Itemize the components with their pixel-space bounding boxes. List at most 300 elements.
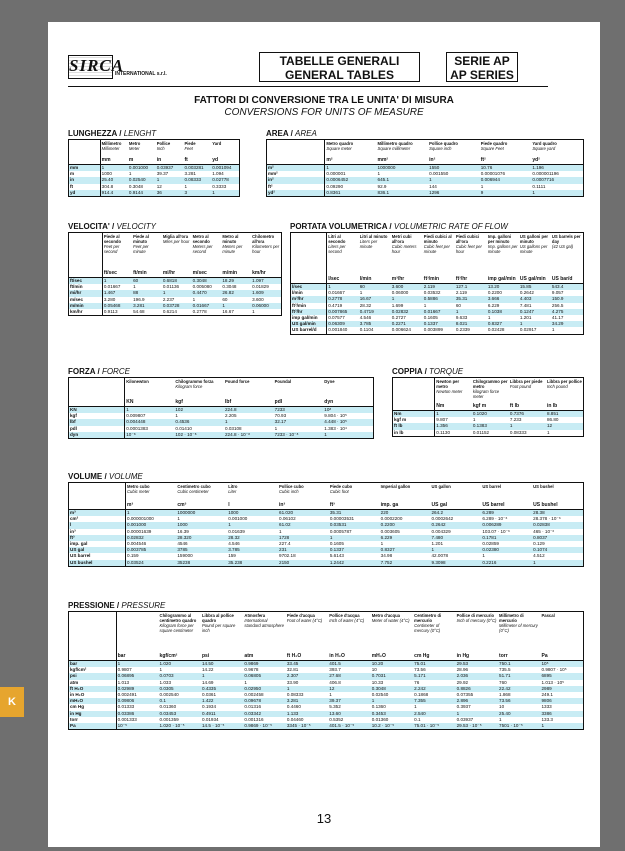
unit-symbol: ft/sec (102, 269, 132, 278)
table-cell: 1 (532, 560, 583, 566)
section-volume (68, 472, 584, 567)
column-header (116, 612, 158, 652)
column-header: Millimetro Millimeter (101, 141, 122, 151)
table-cell: 0.01333 (117, 704, 135, 710)
section-title-en: VOLUMETRIC RATE OF FLOW (393, 222, 508, 231)
table-cell: 3345 · 10⁻⁵ (286, 723, 328, 729)
conversion-table (392, 377, 584, 437)
table-cell: 3.281 (286, 698, 328, 704)
table-cell: 14.69 (201, 679, 214, 685)
header-row (69, 378, 373, 398)
section-title (68, 367, 374, 377)
table-cell: 1 (456, 711, 498, 717)
table-cell: 0.9807 · 10⁵ (541, 667, 567, 673)
table-cell: 0.02540 (371, 692, 389, 698)
row-unit-label: in H₂O (69, 692, 116, 698)
table-cell: 1 (482, 553, 485, 559)
unit-symbol: in (156, 156, 184, 165)
table-cell: 227.4 (279, 541, 291, 547)
conversion-table (266, 139, 584, 197)
column-header: Piedi cubici all'ora Cubic feet per hour (455, 234, 482, 254)
table-cell: 76 (414, 679, 420, 685)
table-cell: 0.0002642 (431, 516, 454, 522)
row-unit-label: psi (69, 673, 116, 679)
unit-symbol: m/sec (192, 269, 222, 278)
unit-symbol: in³ (278, 501, 329, 510)
table-cell: 1.013 (117, 679, 130, 685)
section-title-en: LENGHT (123, 129, 157, 138)
table-cell: 10.76 (480, 165, 532, 172)
table-cell: 1.609 (251, 290, 281, 296)
table-cell: 0.1605 (329, 541, 344, 547)
table-cell: 1.196 (531, 165, 583, 172)
table-cell: 1 (177, 516, 180, 522)
table-cell: 0.0006452 (325, 177, 377, 183)
table-cell: 0.002491 (117, 692, 137, 698)
column-header: US galloni per minuto US gallons per minute (519, 234, 549, 254)
row-unit-label: ft H₂O (69, 686, 116, 692)
table-cell: 0.3048 (192, 278, 222, 285)
column-header: US gallon (431, 484, 451, 489)
table-cell: 7233 (274, 407, 324, 414)
column-header: Metro d'acqua Meter of water (4°C) (371, 613, 410, 623)
table-cell: 1728 (278, 535, 329, 541)
table-cell: 32.81 (286, 667, 299, 673)
table-cell: 0.4719 (359, 309, 391, 315)
unit-symbol: KN (125, 398, 175, 407)
column-header (69, 140, 100, 156)
table-cell: 9.3098 (431, 560, 482, 566)
table-cell: 0.001000 (128, 165, 156, 172)
section-title (68, 472, 584, 482)
section-title (68, 222, 282, 232)
table-cell: 0.1038 (487, 309, 519, 315)
section-title (68, 129, 240, 139)
table-cell: 28.38 (532, 510, 583, 517)
table-cell: 9702.18 (279, 553, 296, 559)
table-cell: 0.01316 (244, 704, 262, 710)
row-unit-label: ft³ (69, 535, 126, 541)
table-cell: 1 (551, 327, 555, 333)
table-cell: 36 (156, 190, 184, 196)
table-cell: 1 (546, 429, 550, 435)
data-row (69, 165, 239, 172)
table-cell: 0.01639 (228, 528, 245, 534)
table-cell: 28.32 (227, 535, 278, 541)
column-header: US bushel (533, 484, 554, 489)
table-cell: 9.057 (551, 290, 564, 296)
table-cell: 0.03386 (116, 711, 158, 717)
table-cell: 0.0305 (159, 686, 201, 692)
table-cell: 0.004448 (125, 419, 175, 425)
section-title-it: VELOCITA' (68, 222, 110, 231)
table-cell: 22.42 (498, 686, 540, 692)
table-cell: 0.2216 (481, 560, 532, 566)
table-cell: 0.159 (127, 553, 139, 559)
column-header: US barrel (482, 484, 501, 489)
table-cell: 0.07577 (328, 315, 345, 321)
section-title-separator: / (117, 129, 124, 138)
row-unit-label: US bushel (69, 560, 126, 566)
table-cell: 7.355 (413, 698, 455, 704)
table-cell: 8.851 (546, 411, 583, 418)
table-cell: 54.68 (133, 309, 145, 315)
table-cell: 0.1337 (329, 547, 380, 553)
table-cell: 0.004329 (431, 528, 451, 534)
table-cell: 0.3333 (212, 183, 227, 189)
table-cell: 0.1781 (481, 535, 532, 541)
data-row (69, 190, 239, 196)
unit-symbol: yd² (531, 156, 583, 165)
section-title-en: PRESSURE (121, 601, 166, 610)
column-header: Imp. galloni per minuto Imp. gallons per minute (487, 234, 518, 254)
unit-row (69, 652, 583, 661)
table-cell: 249.1 (541, 692, 553, 698)
row-unit-label: m/sec (69, 297, 102, 303)
table-cell: 35238 (176, 560, 227, 566)
row-unit-label: US gal (69, 547, 126, 553)
row-unit-label: imp. gal (69, 541, 126, 547)
column-header: Litro Liter (228, 484, 238, 494)
table-cell: 60 (132, 278, 162, 285)
table-cell: 10⁵ (540, 661, 583, 668)
table-cell: 401.5 (328, 661, 370, 668)
unit-symbol: ft/min (132, 269, 162, 278)
table-cell: 0.01667 (192, 303, 222, 309)
unit-symbol: atm (243, 652, 285, 661)
table-cell: 231 (278, 547, 329, 553)
table-cell: 1 (128, 171, 132, 177)
unit-symbol (69, 398, 125, 407)
table-cell: 543.4 (551, 284, 583, 291)
table-cell: 9.804 · 10⁵ (324, 413, 347, 419)
row-unit-label: in lb (393, 430, 435, 436)
table-cell: 1 (435, 411, 472, 418)
table-cell: 12 (546, 423, 583, 429)
unit-symbol: ft lb (509, 402, 546, 411)
column-header (69, 483, 126, 501)
table-cell: 0.9113 (103, 309, 118, 315)
unit-symbol: mi/hr (162, 269, 192, 278)
table-cell: 4.546 (359, 315, 372, 321)
table-cell: 0.04460 (286, 716, 304, 722)
table-cell: 3.600 (391, 284, 423, 291)
row-unit-label: ft/sec (69, 278, 102, 285)
unit-symbol (69, 501, 126, 510)
table-cell: 1.013 · 10⁵ (541, 679, 565, 685)
unit-symbol: m³/hr (391, 275, 423, 284)
unit-symbol: l (227, 501, 278, 510)
table-cell: 0.06309 (327, 321, 359, 327)
table-cell: 220 (380, 510, 431, 517)
table-cell: 0.2642 (519, 290, 534, 296)
table-cell: 0.005080 (192, 284, 212, 290)
table-cell: 0.4335 (201, 686, 243, 692)
row-unit-label: ft³/hr (291, 309, 327, 315)
row-unit-label: ft lb (393, 423, 435, 429)
section-title-it: FORZA (68, 367, 96, 376)
row-unit-label: torr (69, 717, 116, 723)
table-cell: 0.003785 (126, 547, 177, 553)
table-cell: 10 (371, 667, 377, 673)
table-cell: 1 (244, 679, 247, 685)
table-cell: 70.93 (274, 413, 287, 419)
table-cell: 0.5886 (423, 296, 455, 302)
table-cell: 39.37 (328, 698, 370, 704)
data-row (69, 510, 583, 517)
unit-symbol: imp gal/min (487, 275, 519, 284)
table-cell: 1 (359, 290, 363, 296)
table-cell: 1 (391, 296, 423, 302)
table-cell: 1 (211, 190, 239, 196)
table-cell: 1000 (176, 522, 227, 528)
table-cell: 0.7376 (509, 411, 546, 418)
table-cell: 0.2778 (192, 309, 207, 315)
table-cell: 1.201 (431, 541, 443, 547)
column-header: Millimetro quadro Square millimeter (377, 141, 413, 151)
table-cell: 1 (100, 165, 128, 172)
table-cell: 1 (201, 673, 243, 679)
unit-symbol: kgf/cm² (159, 652, 201, 661)
main-title: FATTORI DI CONVERSIONE TRA LE UNITA' DI MISURA (194, 95, 454, 106)
unit-symbol (69, 269, 102, 278)
row-unit-label: kgf m (393, 417, 435, 423)
table-cell: 0.002540 (159, 692, 179, 698)
data-row (291, 284, 583, 291)
table-cell: 0.00003531 (329, 516, 355, 522)
row-unit-label: Pa (69, 723, 116, 729)
table-cell: 0.09678 (243, 698, 285, 704)
section-title-separator: / (288, 129, 296, 138)
row-unit-label: cm³ (69, 516, 126, 522)
table-cell: 0.9807 (117, 667, 132, 673)
table-cell: 0.2778 (327, 296, 359, 302)
unit-symbol: in H₂O (328, 652, 370, 661)
unit-symbol: US gal/min (519, 275, 551, 284)
series-it: SERIE AP (454, 54, 510, 68)
column-header (69, 378, 125, 398)
section-title-it: VOLUME (68, 472, 103, 481)
table-cell: 7233 · 10⁻⁸ (274, 432, 324, 438)
table-cell: 102 · 10⁻⁸ (174, 432, 224, 438)
table-cell: 1 (380, 541, 384, 547)
table-cell: 75.01 · 10⁻⁵ (413, 723, 455, 729)
table-cell: 1 (480, 183, 484, 189)
table-cell: 0.4719 (328, 302, 343, 308)
table-cell: 0.001000 (126, 522, 177, 528)
table-cell: 0.7031 (371, 673, 413, 679)
table-cell: 2.540 (413, 711, 455, 717)
table-cell: 1333 (541, 704, 552, 710)
section-area (266, 129, 584, 197)
column-header: Metro al secondo Meters per second (192, 234, 213, 254)
page-number: 13 (316, 811, 332, 826)
table-cell: 0.03728 (162, 303, 192, 309)
table-cell: 1 (116, 661, 158, 668)
table-cell: 1 (455, 309, 487, 315)
table-cell: 2.205 (225, 413, 237, 419)
table-cell: 2.896 (456, 698, 498, 704)
table-cell: 0.001359 (159, 716, 179, 722)
table-cell: 0.000001000 (127, 516, 154, 522)
table-cell: 1550 (428, 165, 480, 172)
table-cell: 0.02989 (116, 686, 158, 692)
table-cell: 256.5 (551, 302, 564, 308)
table-cell: 0.1104 (359, 327, 374, 333)
table-cell: 0.0361 (201, 692, 217, 698)
table-cell: 7.480 (431, 535, 482, 541)
row-unit-label: m² (267, 165, 325, 172)
table-cell: 0.007865 (327, 309, 359, 315)
column-header: Litri al secondo Liters per second (328, 234, 346, 254)
column-header: Metro al minuto Meters per minute (222, 234, 243, 254)
table-cell: 0.02832 (126, 535, 177, 541)
table-cell: 0.01360 (371, 716, 389, 722)
conversion-table (68, 377, 374, 439)
table-cell: 465 · 10⁻⁶ (533, 528, 555, 534)
section-title-en: TORQUE (429, 367, 464, 376)
unit-symbol: m (128, 156, 156, 165)
table-cell: 0.1868 (414, 692, 429, 698)
table-cell: 0.9678 (244, 667, 259, 673)
table-cell: 0.03937 (456, 716, 474, 722)
table-cell: 0.6818 (162, 278, 192, 285)
table-cell: 0.02778 (211, 177, 239, 183)
column-header: Libbra per piede Foot pound (509, 379, 543, 389)
table-cell: 10⁻⁸ (125, 432, 175, 438)
table-cell: 0.05468 (102, 303, 132, 309)
table-cell: 0.06000 (251, 303, 281, 309)
data-row (69, 661, 583, 668)
table-cell: 1 (224, 419, 274, 425)
series-en: AP SERIES (450, 68, 514, 82)
table-cell: 1 (133, 284, 136, 290)
row-unit-label: kgf (69, 413, 125, 419)
table-cell: 159000 (177, 553, 193, 559)
table-cell: 2.307 (286, 673, 328, 679)
table-cell: 0.06102 (279, 516, 296, 522)
unit-row (393, 402, 583, 411)
table-cell: 1.356 (435, 423, 472, 429)
table-cell: 1 (428, 177, 480, 183)
table-cell: 27.68 (328, 673, 370, 679)
column-header: Piedi cubici al minuto Cubic feet per minute (423, 234, 452, 254)
table-cell: 0.1383 (472, 423, 509, 429)
table-cell: 0.4536 (174, 419, 224, 425)
title-box (259, 52, 420, 82)
section-title-en: VOLUME (108, 472, 143, 481)
table-cell: 1.020 · 10⁻⁵ (159, 723, 201, 729)
unit-row (69, 156, 239, 165)
table-cell: 0.000001196 (532, 171, 559, 177)
table-cell: 0.8327 (487, 321, 519, 327)
row-unit-label: ft (69, 184, 100, 190)
column-header: Metri cubi all'ora Cubic meters hour (391, 234, 417, 254)
table-cell: 6.229 (380, 535, 431, 541)
table-cell: 1 (159, 667, 163, 673)
table-cell: 2.036 (456, 673, 498, 679)
table-cell: 1 (279, 528, 282, 534)
table-cell: 0.2642 (431, 522, 482, 528)
column-header: Poundal (274, 379, 292, 384)
unit-symbol: m³ (126, 501, 177, 510)
row-unit-label: l/sec (291, 284, 327, 291)
row-unit-label: ft³/min (291, 303, 327, 309)
table-cell: 9.807 (436, 417, 448, 423)
row-unit-label: km/hr (69, 309, 102, 315)
table-cell: 0.03937 (156, 165, 184, 172)
row-unit-label: mi/hr (69, 290, 102, 296)
column-header: Chilogrammo per metro kilogram force meter (472, 379, 508, 399)
table-cell: 0.9869 · 10⁻⁵ (243, 723, 285, 729)
section-torque (392, 367, 584, 437)
table-cell: 5.352 (329, 704, 341, 710)
row-unit-label: imp gal/min (291, 315, 327, 321)
section-title-separator: / (387, 222, 394, 231)
table-cell: 29.92 (456, 679, 469, 685)
unit-row (69, 269, 281, 278)
column-header: Piede al secondo Feet per second (103, 234, 122, 254)
table-cell: 304.8 (101, 183, 114, 189)
table-cell: 1 (221, 303, 251, 309)
table-cell: 35.31 (455, 296, 487, 302)
section-title (392, 367, 584, 377)
table-cell: 0.003899 (423, 327, 443, 333)
table-cell: 0.02950 (243, 686, 285, 692)
row-unit-label: l/min (291, 290, 327, 296)
header-row (291, 233, 583, 275)
table-cell: 1 (487, 315, 491, 321)
table-cell: 0.0703 (159, 673, 201, 679)
table-cell: 1.097 (251, 278, 281, 285)
table-cell: 18.29 (221, 278, 251, 285)
table-cell: 0.03108 (225, 425, 242, 431)
table-cell: 0.08333 (509, 429, 527, 435)
table-cell: 0.01667 (423, 309, 455, 315)
unit-symbol (267, 156, 325, 165)
table-cell: 1.201 (519, 315, 532, 321)
table-cell: 1 (325, 165, 377, 172)
table-cell: 0.001094 (211, 165, 239, 172)
unit-symbol: in² (428, 156, 480, 165)
row-unit-label: in (69, 177, 100, 183)
unit-symbol (69, 652, 116, 661)
table-cell: 9.633 (455, 315, 468, 321)
table-cell: 0.001840 (328, 327, 348, 333)
table-cell: 10⁻⁵ (116, 723, 158, 729)
table-cell: 3.600 (252, 296, 264, 302)
column-header: Yard quadro Square yard (532, 141, 557, 151)
unit-row (69, 398, 373, 407)
unit-symbol: mm² (377, 156, 429, 165)
table-cell: 0.8037 (532, 535, 583, 541)
table-cell: 0.3937 (456, 704, 471, 710)
table-cell: 61.020 (278, 510, 329, 517)
unit-symbol: US bar/d (551, 275, 583, 284)
unit-symbol: imp. ga (380, 501, 431, 510)
table-cell: 1 (431, 547, 482, 553)
table-cell: 1.467 (102, 290, 132, 296)
table-cell: 3.281 (132, 303, 162, 309)
table-cell: 7.481 (519, 302, 532, 308)
table-cell: 1 (184, 183, 188, 189)
unit-symbol: US gal (431, 501, 482, 510)
table-cell: 6.229 (487, 302, 500, 308)
table-cell: 0.02428 (487, 327, 505, 333)
table-cell: 2989 (540, 686, 583, 692)
table-cell: 1 (323, 432, 373, 438)
table-cell: 14.50 (201, 661, 243, 668)
